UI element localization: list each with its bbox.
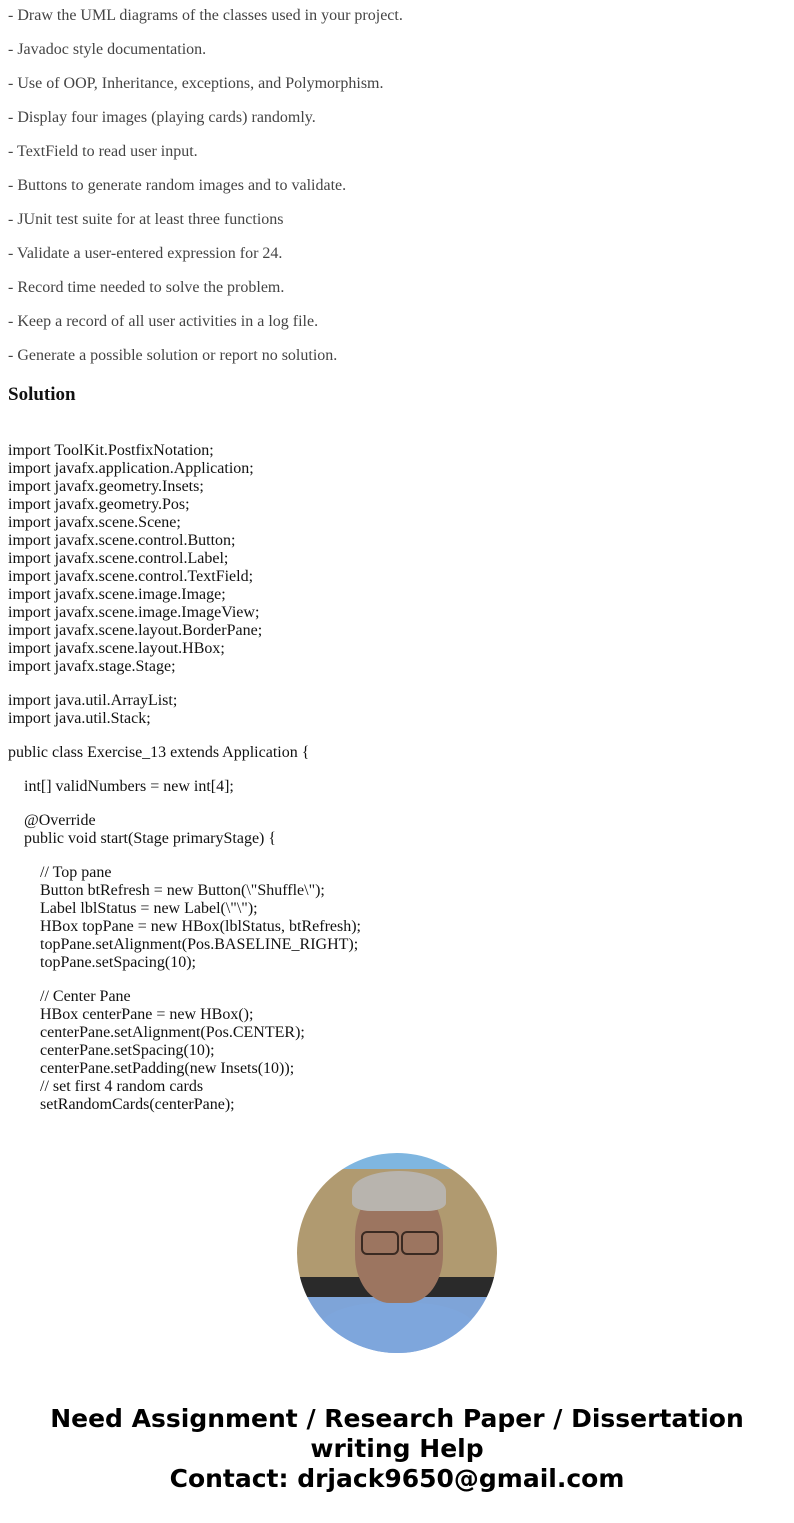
requirement-item: - Use of OOP, Inheritance, exceptions, and Polymorphism.	[8, 75, 384, 92]
contact-email: Contact: drjack9650@gmail.com	[169, 1464, 625, 1493]
requirement-item: - JUnit test suite for at least three functions	[8, 211, 284, 228]
code-class-declaration: public class Exercise_13 extends Application {	[8, 744, 310, 761]
code-java-util-imports: import java.util.ArrayList; import java.util.Stack;	[8, 692, 178, 727]
requirement-item: - Record time needed to solve the problem.	[8, 279, 285, 296]
banner-line: Need Assignment / Research Paper / Dissertation	[50, 1404, 744, 1433]
requirement-item: - Generate a possible solution or report no solution.	[8, 347, 338, 364]
solution-heading: Solution	[8, 384, 76, 405]
requirement-item: - Validate a user-entered expression for 24.	[8, 245, 283, 262]
banner-line: writing Help	[310, 1434, 484, 1463]
requirement-item: - Javadoc style documentation.	[8, 41, 207, 58]
code-imports: import ToolKit.PostfixNotation; import javafx.application.Application; import javafx.geometry.Insets; import javafx.geometry.Pos; import javafx.scene.Scene; import javafx.scene.control.Button; import javafx.scene.control.Label; import javafx.scene.control.TextField; import javafx.scene.image.Image; import javafx.scene.image.ImageView; import javafx.scene.layout.BorderPane; import javafx.scene.layout.HBox; import javafx.stage.Stage;	[8, 442, 263, 675]
code-center-pane: // Center Pane HBox centerPane = new HBox(); centerPane.setAlignment(Pos.CENTER); centerPane.setSpacing(10); centerPane.setPadding(new Insets(10)); // set first 4 random cards setRandomCards(centerPane);	[40, 988, 305, 1113]
requirement-item: - Draw the UML diagrams of the classes used in your project.	[8, 7, 403, 24]
author-avatar	[297, 1153, 497, 1353]
requirement-item: - Display four images (playing cards) randomly.	[8, 109, 316, 126]
code-top-pane: // Top pane Button btRefresh = new Button(\"Shuffle\"); Label lblStatus = new Label(\"\"); HBox topPane = new HBox(lblStatus, btRefresh); topPane.setAlignment(Pos.BASELINE_RIGHT); topPane.setSpacing(10);	[40, 864, 361, 971]
requirement-item: - Buttons to generate random images and to validate.	[8, 177, 347, 194]
contact-banner	[0, 1404, 794, 1494]
code-field: int[] validNumbers = new int[4];	[8, 778, 234, 795]
code-start-method: @Override public void start(Stage primaryStage) {	[24, 812, 277, 847]
requirement-item: - TextField to read user input.	[8, 143, 198, 160]
requirement-item: - Keep a record of all user activities in a log file.	[8, 313, 319, 330]
